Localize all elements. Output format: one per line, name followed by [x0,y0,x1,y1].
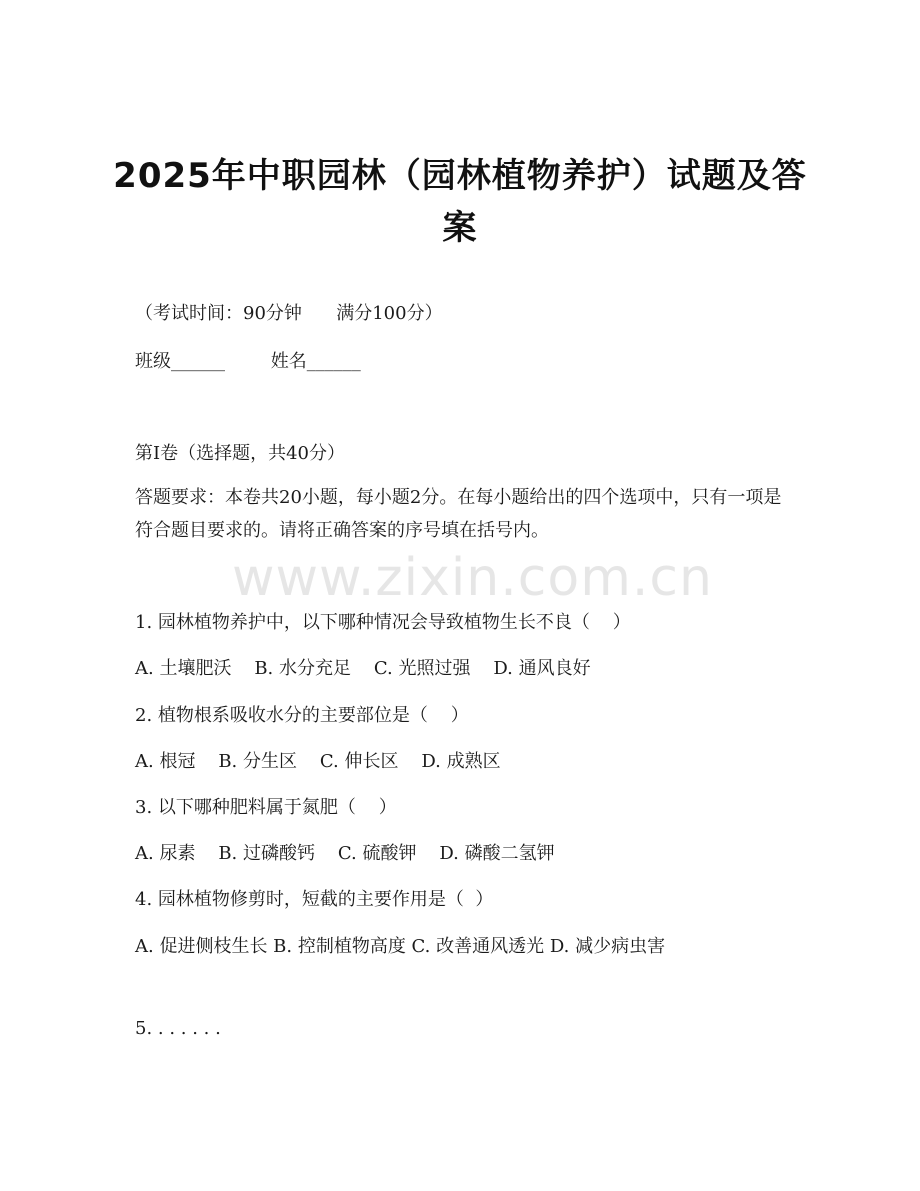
question-options: A. 尿素 B. 过磷酸钙 C. 硫酸钾 D. 磷酸二氢钾 [135,843,555,864]
continuation-marker: 5. . . . . . . [135,1018,221,1039]
question-stem: 4. 园林植物修剪时，短截的主要作用是（ ） [135,889,494,910]
question-stem: 1. 园林植物养护中，以下哪种情况会导致植物生长不良（ ） [135,612,631,633]
question-stem: 3. 以下哪种肥料属于氮肥（ ） [135,797,397,818]
watermark: www.zixin.com.cn [232,548,713,608]
question-options: A. 根冠 B. 分生区 C. 伸长区 D. 成熟区 [135,751,501,772]
question-options: A. 土壤肥沃 B. 水分充足 C. 光照过强 D. 通风良好 [135,658,591,679]
section-title: 第I卷（选择题，共40分） [135,443,346,464]
document-title: 2025年中职园林（园林植物养护）试题及答案 [113,156,807,248]
exam-info: （考试时间：90分钟 满分100分） [135,303,443,324]
question-options: A. 促进侧枝生长 B. 控制植物高度 C. 改善通风透光 D. 减少病虫害 [135,936,666,957]
question-stem: 2. 植物根系吸收水分的主要部位是（ ） [135,705,469,726]
class-name-line: 班级______ 姓名______ [135,351,361,372]
instructions: 答题要求：本卷共20小题，每小题2分。在每小题给出的四个选项中，只有一项是符合题目要求的。请将正确答案的序号填在括号内。 [135,487,782,541]
